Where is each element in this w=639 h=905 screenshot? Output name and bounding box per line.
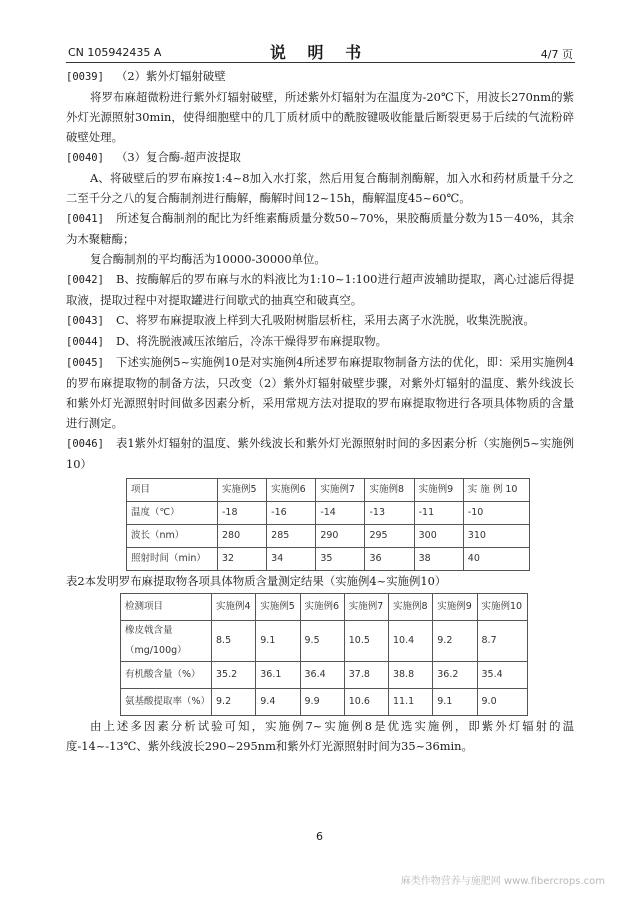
table-cell: 温度（℃）	[127, 502, 218, 525]
table-cell: 36	[365, 548, 414, 571]
table-row	[121, 689, 528, 716]
table-2	[120, 593, 528, 716]
paragraph	[66, 269, 574, 310]
table-header-cell: 实施例8	[389, 594, 433, 621]
table-cell: 9.4	[256, 689, 300, 716]
table-cell: 295	[365, 525, 414, 548]
table-cell: -10	[463, 502, 529, 525]
table-header-row	[127, 479, 530, 502]
paragraph-line: 5~实施例10）	[66, 436, 575, 471]
header-rule	[66, 62, 575, 63]
table-row	[121, 621, 528, 662]
paragraph-line: 将罗布麻超微粉进行紫外灯辐射破壁，所述紫外灯辐射为在温度为-20℃下，用波长	[90, 90, 512, 104]
paragraph-line: 下述实施例5~实施例10是对实施例4所述罗布麻提取物制备方法的优化，即：采用	[115, 355, 533, 369]
table-1	[126, 478, 530, 571]
paragraph-line: 易于后续的气流粉碎破壁处理。	[66, 110, 574, 144]
table-cell: 285	[267, 525, 316, 548]
table-cell: 40	[463, 548, 529, 571]
table-cell: 35	[316, 548, 365, 571]
table-cell: -18	[218, 502, 267, 525]
table-cell: -14	[316, 502, 365, 525]
table-cell: 9.0	[477, 689, 528, 716]
table-header-cell: 检测项目	[121, 594, 212, 621]
table-cell: 290	[316, 525, 365, 548]
table-cell: 38	[414, 548, 463, 571]
table-cell: 9.2	[212, 689, 256, 716]
page-indicator: 4/7 页	[540, 48, 573, 61]
paragraph	[66, 147, 574, 168]
table-cell: 10.5	[344, 621, 388, 662]
table-cell: 氨基酸提取率（%）	[121, 689, 212, 716]
conclusion-line: 由上述多因素分析试验可知，实施例7~实施例8是优选实施例，即紫外灯辐射的温度-	[66, 719, 574, 753]
paragraph-line: C、将罗布麻提取液上样到大孔吸附树脂层析柱，采用去离子水洗脱，收集洗脱液。	[115, 313, 535, 327]
paragraph-line: 270nm的紫外灯光源照射30min，使得细胞壁中的几丁质材质中的酰胺键吸收能量后断裂更	[66, 90, 574, 124]
table-header-cell: 实施例6	[267, 479, 316, 502]
paragraph-line: 所述复合酶制剂的配比为纤维素酶质量分数50~70%，果胶酶质量分数为15－40%，	[115, 211, 552, 225]
paragraph-line: 复合酶制剂的平均酶活为10000-30000单位。	[90, 252, 326, 266]
table-header-cell: 实施例5	[256, 594, 300, 621]
paragraph	[66, 87, 574, 147]
table-header-cell: 实施例7	[344, 594, 388, 621]
table-header-cell: 实 施 例 10	[463, 479, 529, 502]
table-cell: 橡皮戟含量（mg/100g）	[121, 621, 212, 662]
table-cell: 35.4	[477, 662, 528, 689]
paragraph-tag: [0045]	[66, 357, 104, 369]
paragraph-line: D、将洗脱液减压浓缩后，冷冻干燥得罗布麻提取物。	[115, 334, 388, 348]
paragraph	[66, 168, 574, 208]
paragraph-line: 后得提取液，提取过程中对提取罐进行间歇式的抽真空和破真空。	[66, 272, 574, 307]
paragraph-tag: [0042]	[66, 274, 104, 286]
paragraph-tag: [0044]	[66, 336, 104, 348]
conclusion-line: 14~-13℃、紫外线波长290~295nm和紫外灯光源照射时间为35~36min。	[81, 739, 473, 753]
table-cell: 34	[267, 548, 316, 571]
paragraph-line: 度、紫外线波长和紫外灯光源照射时间做多因素分析，采用常规方法对提取的罗布麻提取	[66, 376, 574, 410]
paragraph-line: 实施例4的罗布麻提取物的制备方法，只改变（2）紫外灯辐射破壁步骤，对紫外灯辐射的温	[66, 355, 574, 390]
table-2-caption: 表2本发明罗布麻提取物各项具体物质含量测定结果（实施例4~实施例10）	[66, 574, 447, 588]
table-cell: 310	[463, 525, 529, 548]
paragraph-tag: [0046]	[66, 438, 104, 450]
table-header-cell: 实施例7	[316, 479, 365, 502]
table-cell: 280	[218, 525, 267, 548]
table-cell: 36.2	[433, 662, 477, 689]
paragraph-line: A、将破壁后的罗布麻按1:4~8加入水打浆，然后用复合酶制剂酶解，加入水和药材质量	[90, 171, 540, 185]
table-header-cell: 实施例5	[218, 479, 267, 502]
table-cell: 9.2	[433, 621, 477, 662]
conclusion-paragraph	[66, 716, 574, 756]
table-cell: 9.1	[433, 689, 477, 716]
paragraph	[66, 331, 574, 352]
table-cell: 波长（nm）	[127, 525, 218, 548]
table-cell: 36.1	[256, 662, 300, 689]
paragraph	[66, 249, 574, 269]
paragraph-line: 物进行各项具体物质的含量进行测定。	[66, 396, 574, 430]
patent-number: CN 105942435 A	[68, 46, 162, 59]
table-cell: 9.9	[300, 689, 344, 716]
paragraph-tag: [0040]	[66, 152, 104, 164]
table-cell: 36.4	[300, 662, 344, 689]
table-cell: 11.1	[389, 689, 433, 716]
paragraph-tag: [0039]	[66, 71, 104, 83]
table-row	[127, 525, 530, 548]
paragraph	[66, 310, 574, 331]
table-cell: 32	[218, 548, 267, 571]
table-cell: 照射时间（min）	[127, 548, 218, 571]
table-row	[127, 548, 530, 571]
table-header-cell: 实施例8	[365, 479, 414, 502]
page-title: 说 明 书	[269, 43, 370, 62]
document-body	[66, 66, 574, 756]
paragraph-line: 千分之二至千分之八的复合酶制剂进行酶解，酶解时间12~15h，酶解温度45~60℃。	[66, 171, 574, 205]
page-number: 6	[316, 830, 323, 843]
paragraph	[66, 66, 574, 87]
paragraph-line: 表1紫外灯辐射的温度、紫外线波长和紫外灯光源照射时间的多因素分析（实施例	[115, 436, 523, 450]
table-cell: -16	[267, 502, 316, 525]
table-cell: 300	[414, 525, 463, 548]
table-cell: 10.4	[389, 621, 433, 662]
paragraph	[66, 208, 574, 249]
table-row	[127, 502, 530, 525]
paragraph-line: （3）复合酶-超声波提取	[115, 150, 241, 164]
paragraph-line: 其余为木聚糖酶；	[66, 211, 574, 246]
table-cell: 9.5	[300, 621, 344, 662]
table-cell: 10.6	[344, 689, 388, 716]
watermark: 麻类作物营养与施肥网 www.fibercrops.com	[400, 876, 605, 887]
table-cell: 35.2	[212, 662, 256, 689]
table-header-row	[121, 594, 528, 621]
table-header-cell: 实施例10	[477, 594, 528, 621]
table-cell: -11	[414, 502, 463, 525]
table-cell: 38.8	[389, 662, 433, 689]
table-header-cell: 实施例9	[433, 594, 477, 621]
paragraph-tag: [0043]	[66, 315, 104, 327]
paragraph-line: B、按酶解后的罗布麻与水的料液比为1:10~1:100进行超声波辅助提取，离心过滤	[115, 272, 540, 286]
table-row	[121, 662, 528, 689]
table-cell: 37.8	[344, 662, 388, 689]
table-cell: 有机酸含量（%）	[121, 662, 212, 689]
table-header-cell: 项目	[127, 479, 218, 502]
table-cell: 8.5	[212, 621, 256, 662]
table-header-cell: 实施例6	[300, 594, 344, 621]
table-cell: 8.7	[477, 621, 528, 662]
paragraph	[66, 352, 574, 433]
table-cell: 9.1	[256, 621, 300, 662]
paragraph-line: （2）紫外灯辐射破壁	[115, 69, 226, 83]
paragraph-tag: [0041]	[66, 213, 104, 225]
paragraph	[66, 433, 574, 474]
table-header-cell: 实施例4	[212, 594, 256, 621]
table-header-cell: 实施例9	[414, 479, 463, 502]
table-cell: -13	[365, 502, 414, 525]
